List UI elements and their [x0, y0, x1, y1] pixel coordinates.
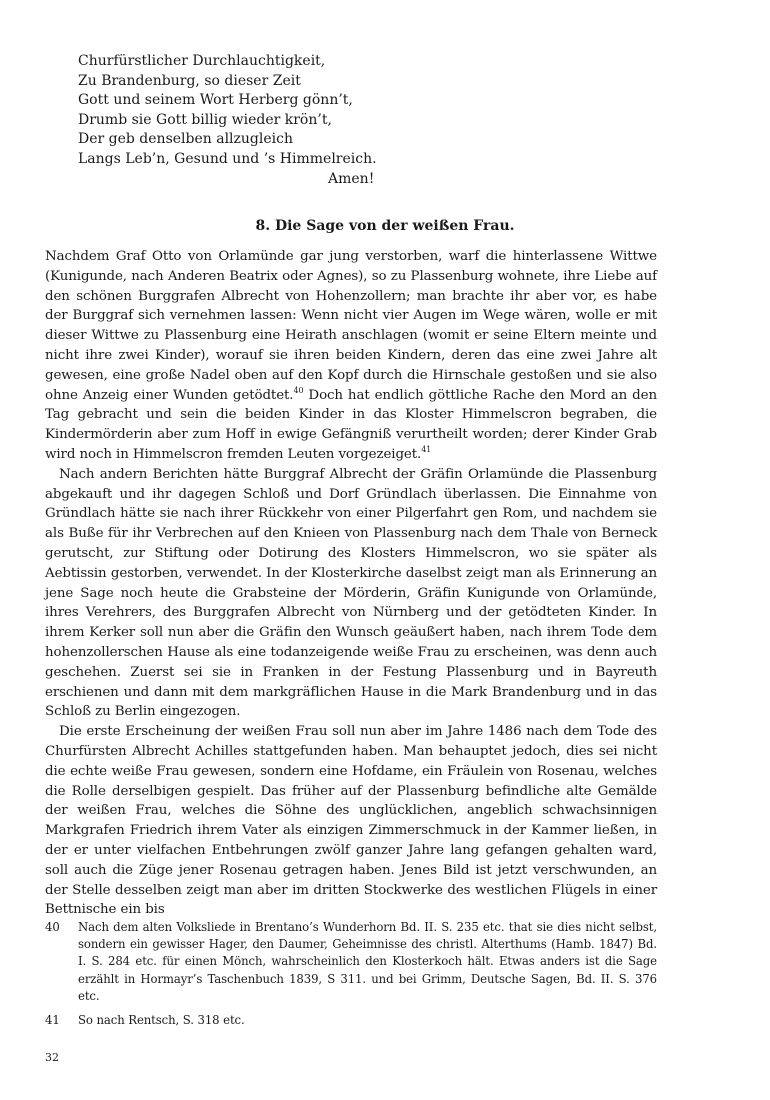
main-text	[45, 247, 657, 920]
verse-line: Langs Leb’n, Gesund und ’s Himmelreich.	[78, 150, 377, 167]
paragraph	[45, 247, 657, 465]
verse-closing: Amen!	[328, 170, 375, 187]
section-title: 8. Die Sage von der weißen Frau.	[255, 218, 515, 234]
verse-line: Drumb sie Gott billig wieder krön’t,	[78, 111, 332, 128]
poem-stanza	[78, 52, 408, 189]
footnote	[45, 919, 657, 1005]
footnote-number: 40	[45, 920, 60, 934]
footnote-text: Nach dem alten Volksliede in Brentano’s Wunderhorn Bd. II. S. 235 etc. that sie dies nicht selbst, sondern ein gewisser Hager, den Daumer, Geheimnisse des christl. Alterthums (Hamb. 1847) Bd. I. S. 284 etc. für einen Mönch, wahrscheinlich den Klosterkoch hält. Etwas anders ist die Sage erzählt in Hormayr’s Taschenbuch 1839, S 311. und bei Grimm, Deutsche Sagen, Bd. II. S. 376 etc.	[78, 920, 657, 1003]
footnote	[45, 1012, 657, 1029]
verse-line: Zu Brandenburg, so dieser Zeit	[78, 72, 301, 89]
footnotes	[45, 919, 657, 1036]
paragraph: Nach andern Berichten hätte Burggraf Albrecht der Gräfin Orlamünde die Plassenburg abgekauft und ihr dagegen Schloß und Dorf Gründlach überlassen. Die Einnahme von Gründlach hätte sie nach ihrer Rückkehr von einer Pilgerfahrt gen Rom, und nachdem sie als Buße für ihr Verbrechen auf den Knieen von Plassenburg nach dem Thale von Berneck gerutscht, zur Stiftung oder Dotirung des Klosters Himmelscron, wo sie später als Aebtissin gestorben, verwendet. In der Klosterkirche daselbst zeigt man als Erinnerung an jene Sage noch heute die Grabsteine der Mörderin, Gräfin Kunigunde von Orlamünde, ihres Verehrers, des Burggrafen Albrecht von Nürnberg und der getödteten Kinder. In ihrem Kerker soll nun aber die Gräfin den Wunsch geäußert haben, nach ihrem Tode dem hohenzollerschen Hause als eine todanzeigende weiße Frau zu erscheinen, was denn auch geschehen. Zuerst sei sie in Franken in der Festung Plassenburg und in Bayreuth erschienen und dann mit dem markgräflichen Hause in die Mark Brandenburg und in das Schloß zu Berlin eingezogen.	[45, 466, 657, 720]
footnote-text: So nach Rentsch, S. 318 etc.	[78, 1013, 245, 1028]
verse-line: Der geb denselben allzugleich	[78, 131, 293, 148]
verse-line: Gott und seinem Wort Herberg gönn’t,	[78, 92, 353, 109]
page-number: 32	[45, 1051, 59, 1064]
paragraph-text: Doch hat endlich göttliche Rache den Mord an den Tag gebracht und sein die beiden Kinder in das Kloster Himmelscron begraben, die Kindermörderin aber zum Hoff in ewige Gefängniß verurtheilt worden; derer Kinder Grab wird noch in Himmelscron fremden Leuten vorgezeiget.	[45, 387, 657, 462]
footnote-ref[interactable]: 41	[421, 444, 432, 454]
footnote-ref[interactable]: 40	[293, 385, 304, 395]
verse-line: Churfürstlicher Durchlauchtigkeit,	[78, 53, 326, 69]
paragraph-text: Nachdem Graf Otto von Orlamünde gar jung verstorben, warf die hinterlassene Wittwe (Kunigunde, nach Anderen Beatrix oder Agnes), so zu Plassenburg wohnete, ihre Liebe auf den schönen Burggrafen Albrecht von Hohenzollern; man brachte ihr aber vor, es habe der Burggraf sich vernehmen lassen: Wenn nicht vier Augen im Wege wären, wolle er mit dieser Wittwe zu Plassenburg eine Heirath anschlagen (womit er seine Eltern meinte und nicht ihre zwei Kinder), worauf sie ihren beiden Kindern, deren das eine zwei Jahre alt gewesen, eine große Nadel oben auf den Kopf durch die Hirnschale gestoßen und sie also ohne Anzeig einer Wunden getödtet.	[45, 249, 657, 403]
paragraph: Die erste Erscheinung der weißen Frau soll nun aber im Jahre 1486 nach dem Tode des Churfürsten Albrecht Achilles stattgefunden haben. Man behauptet jedoch, dies sei nicht die echte weiße Frau gewesen, sondern eine Hofdame, ein Fräulein von Rosenau, welches die Rolle derselbigen gespielt. Das früher auf der Plassenburg befindliche alte Gemälde der weißen Frau, welches die Söhne des unglücklichen, angeblich schwachsinnigen Markgrafen Friedrich ihrem Vater als einzigen Zimmerschmuck in der Kammer ließen, in der er unter vielfachen Entbehrungen zwölf ganzer Jahre lang gefangen gehalten ward, soll auch die Züge jener Rosenau getragen haben. Jenes Bild ist jetzt verschwunden, an der Stelle desselben zeigt man aber im dritten Stockwerke des westlichen Flügels in einer Bettnische ein bis	[45, 724, 657, 918]
footnote-number: 41	[45, 1013, 60, 1028]
